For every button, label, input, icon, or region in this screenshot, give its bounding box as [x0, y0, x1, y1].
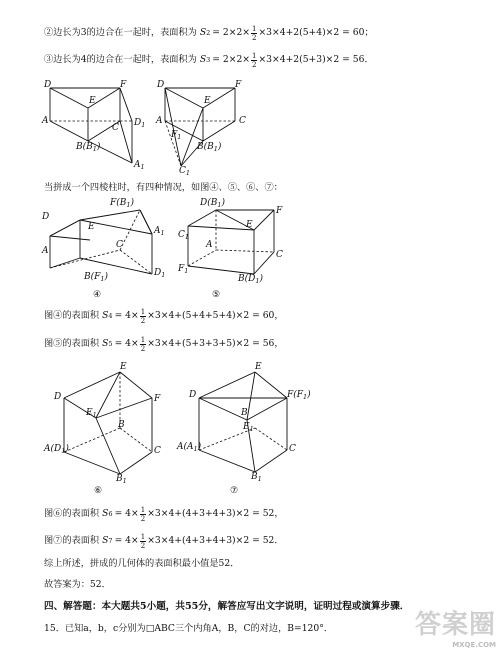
label-F: F [235, 80, 242, 90]
label-B-F1: $B(F_1)$ [84, 272, 109, 283]
label-C1: $C_1$ [178, 230, 190, 241]
label-A: A [156, 116, 163, 126]
text: 图⑤的表面积 [44, 338, 100, 350]
caption-6: ⑥ [93, 486, 103, 496]
subscript: 3 [206, 55, 211, 64]
text: ③边长为4的边合在一起时，表面积为 [44, 54, 197, 66]
line-area-3 [44, 49, 374, 71]
caption-5: ⑤ [211, 290, 221, 300]
label-C: C [154, 446, 161, 456]
formula: ×3×4+(4+3+4+3)×2 = 52， [147, 508, 284, 520]
formula: = 4× [114, 535, 139, 547]
label-F1: $F_1$ [171, 130, 182, 141]
fraction: $\frac{1}{2}$ [140, 307, 146, 325]
label-E: E [204, 96, 211, 106]
formula: ×3×4+2(5+4)×2 = 60； [258, 27, 374, 39]
text: 当拼成一个四棱柱时，有四种情况，如图④、⑤、⑥、⑦： [44, 182, 283, 194]
label-A: A [42, 246, 49, 256]
formula: = 4× [114, 310, 139, 322]
line-area-2 [44, 22, 374, 44]
label-C: C [112, 123, 119, 133]
line-area-7 [44, 530, 284, 552]
label-E: E [120, 362, 127, 372]
label-A-D1: $A(D_1)$ [44, 444, 69, 455]
text: 故答案为：52． [44, 579, 111, 591]
label-B-B1: $B(B_1)$ [76, 142, 101, 153]
label-C1: $C_1$ [179, 166, 191, 177]
text: 图⑥的表面积 [44, 508, 100, 520]
label-A-A1: $A(A_1)$ [177, 442, 202, 453]
formula: ×3×4+(5+3+3+5)×2 = 56， [147, 338, 284, 350]
fraction: $\frac{1}{2}$ [252, 51, 257, 69]
subscript: 7 [108, 536, 113, 545]
label-F: F [276, 206, 283, 216]
diagram-1 [40, 78, 170, 173]
subscript: 2 [206, 28, 211, 37]
formula: ×3×4+(5+4+5+4)×2 = 60， [147, 310, 284, 322]
text: 图④的表面积 [44, 310, 100, 322]
label-B-D1: $B(D_1)$ [238, 274, 263, 285]
label-D: D [157, 80, 165, 90]
label-D1: $D_1$ [134, 118, 146, 129]
text: 15．已知a，b，c分别为□ABC三个内角A，B，C的对边，B=120°． [44, 623, 334, 635]
label-B-B1: $B(B_1)$ [197, 142, 222, 153]
watermark-logo: 答案圈 MXQE.COM [414, 610, 496, 649]
label-A: A [206, 240, 213, 250]
label-B1: $B_1$ [251, 472, 262, 483]
label-C: C [116, 240, 123, 250]
label-C: C [276, 250, 283, 260]
section-heading [44, 596, 409, 618]
formula: = 4× [114, 338, 139, 350]
caption-7: ⑦ [229, 486, 239, 496]
text: 四、解答题：本大题共5小题，共55分，解答应写出文字说明，证明过程或演算步骤． [44, 601, 410, 613]
symbol: S [199, 27, 207, 39]
line-answer [44, 574, 111, 596]
label-D: D [44, 80, 52, 90]
formula: = 2×2× [212, 54, 251, 66]
diagram-5 [178, 200, 298, 285]
fraction: $\frac{1}{2}$ [140, 505, 146, 523]
fraction: $\frac{1}{2}$ [252, 24, 257, 42]
fraction: $\frac{1}{2}$ [140, 335, 146, 353]
symbol: S [199, 54, 207, 66]
subscript: 4 [108, 311, 113, 320]
question-15 [44, 618, 333, 640]
formula: ×3×4+2(5+3)×2 = 56． [258, 54, 374, 66]
label-E1: $E_1$ [86, 408, 97, 419]
caption-4: ④ [92, 290, 102, 300]
label-F: F [120, 80, 127, 90]
text: ②边长为3的边合在一起时，表面积为 [44, 27, 197, 39]
label-E: E [246, 220, 253, 230]
label-F-F1: $F(F_1)$ [287, 390, 311, 401]
symbol: S [102, 310, 109, 322]
label-F-B1: $F(B_1)$ [110, 198, 135, 209]
label-A1: $A_1$ [154, 226, 165, 237]
label-D: D [42, 212, 50, 222]
diagram-2 [155, 78, 275, 178]
subscript: 5 [108, 339, 113, 348]
label-E: E [255, 362, 262, 372]
formula: ×3×4+(4+3+4+3)×2 = 52． [147, 535, 284, 547]
label-F1: $F_1$ [178, 264, 189, 275]
label-E1: $E_1$ [243, 422, 254, 433]
line-area-6 [44, 503, 284, 525]
symbol: S [102, 338, 109, 350]
diagram-6 [40, 362, 170, 487]
text: 图⑦的表面积 [44, 535, 100, 547]
label-D-B1: $D(B_1)$ [200, 198, 225, 209]
line-area-4 [44, 305, 284, 327]
text: 综上所述，拼成的几何体的表面积最小值是52． [44, 558, 240, 570]
label-C: C [239, 116, 246, 126]
line-four-cases [44, 177, 283, 199]
formula: = 2×2× [212, 27, 251, 39]
subscript: 6 [108, 509, 113, 518]
line-area-5 [44, 333, 284, 355]
label-A: A [42, 116, 49, 126]
symbol: S [102, 508, 109, 520]
label-D: D [54, 392, 62, 402]
label-D1: $D_1$ [154, 268, 166, 279]
label-E: E [89, 96, 96, 106]
label-B: B [118, 420, 125, 430]
label-E: E [88, 222, 95, 232]
label-A1: $A_1$ [134, 160, 145, 171]
symbol: S [102, 535, 109, 547]
label-B1: $B_1$ [116, 474, 127, 485]
diagram-4 [40, 200, 180, 285]
fraction: $\frac{1}{2}$ [140, 532, 146, 550]
line-conclusion [44, 553, 239, 575]
label-F: F [154, 394, 161, 404]
label-D: D [189, 390, 197, 400]
label-C: C [289, 444, 296, 454]
formula: = 4× [114, 508, 139, 520]
diagram-7 [175, 362, 311, 487]
label-B: B [241, 408, 248, 418]
